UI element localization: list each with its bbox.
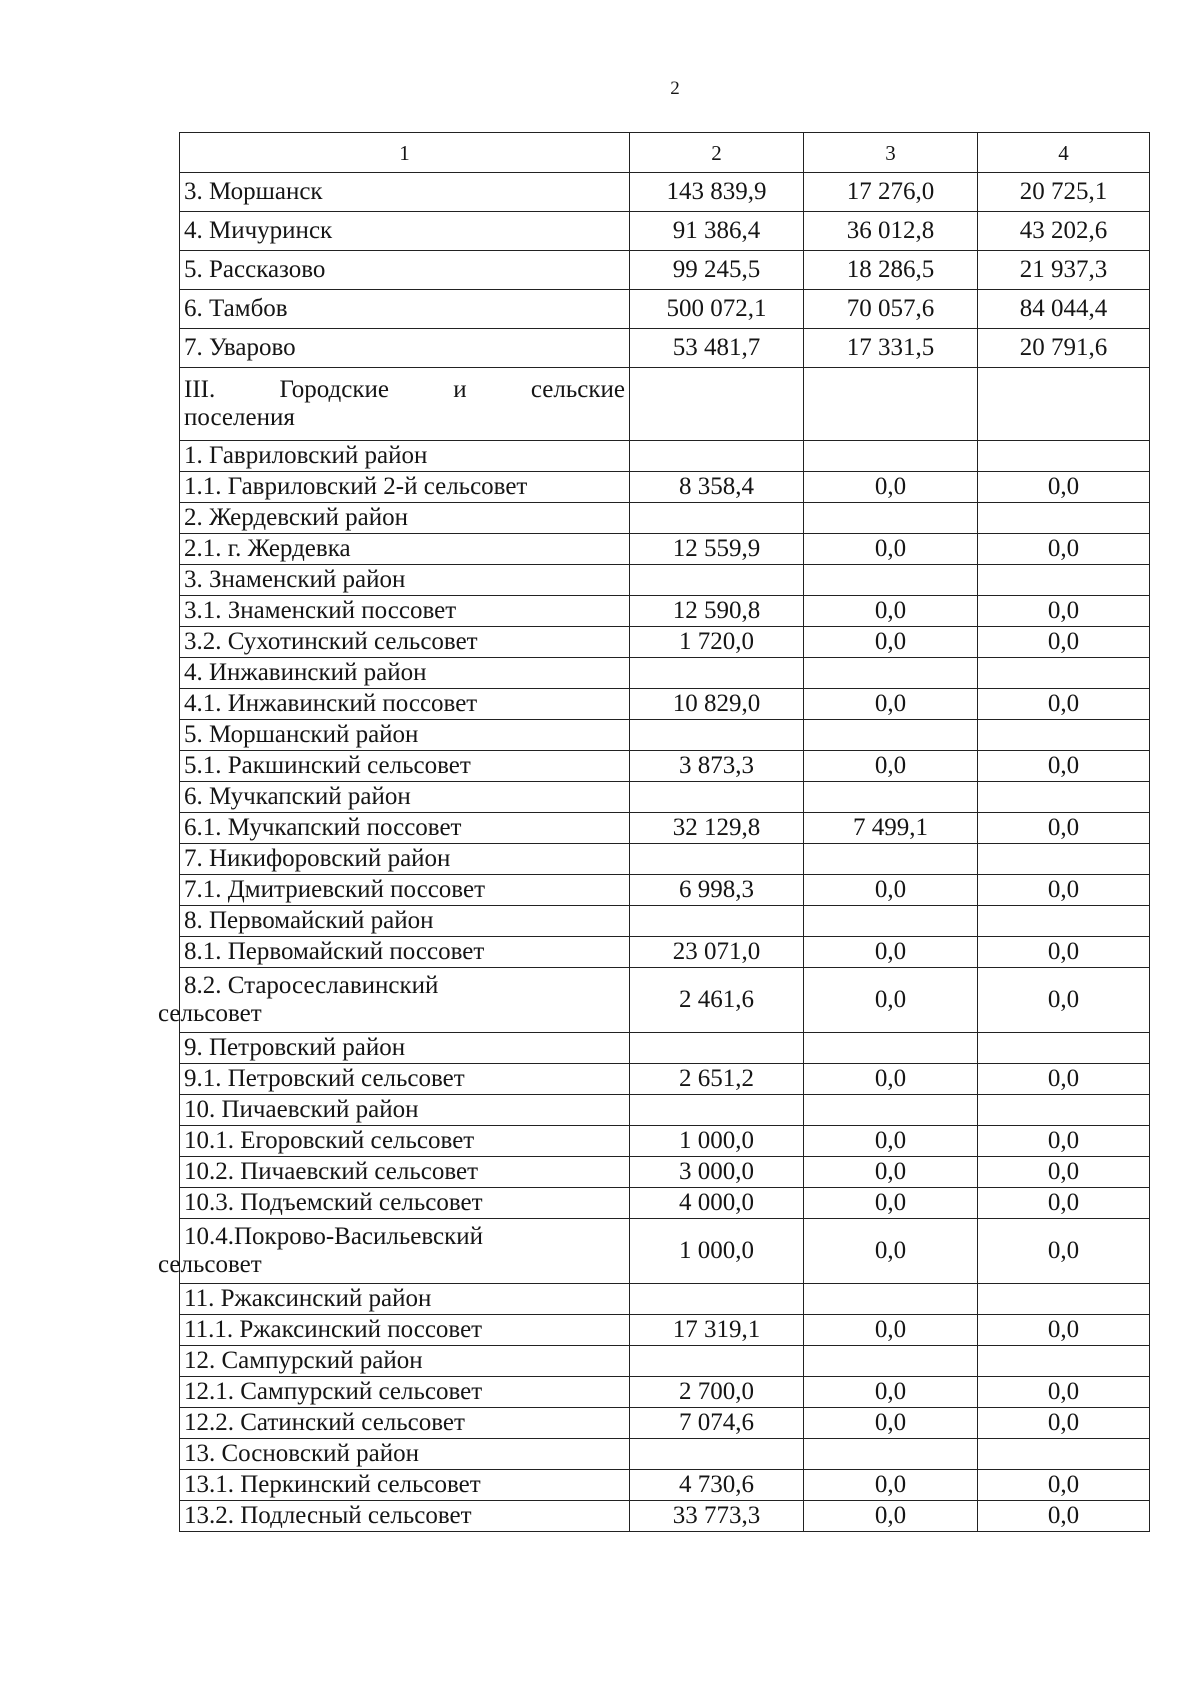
row-name-cell: 8.1. Первомайский поссовет — [180, 937, 630, 968]
value-cell-col3: 0,0 — [804, 875, 978, 906]
table-row — [180, 212, 1150, 251]
district-row — [180, 503, 1150, 534]
value-cell-col3: 17 331,5 — [804, 329, 978, 368]
value-cell-col2 — [630, 844, 804, 875]
value-cell-col4 — [978, 658, 1150, 689]
row-name-cell: 4.1. Инжавинский поссовет — [180, 689, 630, 720]
row-name-line1: 10.4.Покрово-Васильевский — [184, 1223, 484, 1250]
district-row — [180, 658, 1150, 689]
value-cell-col2: 3 873,3 — [630, 751, 804, 782]
section-heading-word: и — [453, 376, 467, 403]
value-cell-col2: 91 386,4 — [630, 212, 804, 251]
row-name-cell: 5. Моршанский район — [180, 720, 630, 751]
value-cell-col2: 6 998,3 — [630, 875, 804, 906]
value-cell-col3: 0,0 — [804, 689, 978, 720]
value-cell-col4 — [978, 782, 1150, 813]
value-cell-col4 — [978, 1095, 1150, 1126]
section-heading-cell — [180, 368, 630, 441]
value-cell-col3: 0,0 — [804, 968, 978, 1033]
value-cell-col3: 0,0 — [804, 1064, 978, 1095]
value-cell-col4 — [978, 720, 1150, 751]
value-cell-col3: 0,0 — [804, 627, 978, 658]
row-name-cell: 4. Мичуринск — [180, 212, 630, 251]
page-number: 2 — [670, 78, 680, 99]
value-cell-col2: 2 700,0 — [630, 1377, 804, 1408]
value-cell-col3: 70 057,6 — [804, 290, 978, 329]
value-cell-col3 — [804, 782, 978, 813]
row-name-cell: 12.1. Сампурский сельсовет — [180, 1377, 630, 1408]
value-cell-col4: 0,0 — [978, 751, 1150, 782]
row-name-cell: 3. Моршанск — [180, 173, 630, 212]
value-cell-col3 — [804, 1033, 978, 1064]
section-heading-line1 — [184, 376, 625, 404]
section-heading-word: III. — [184, 376, 216, 403]
value-cell-col3 — [804, 1095, 978, 1126]
value-cell-col3 — [804, 720, 978, 751]
settlement-row — [180, 813, 1150, 844]
row-name-cell: 13. Сосновский район — [180, 1439, 630, 1470]
row-name-cell: 5.1. Ракшинский сельсовет — [180, 751, 630, 782]
value-cell-col4: 0,0 — [978, 1219, 1150, 1284]
value-cell-col3 — [804, 1439, 978, 1470]
settlement-row — [180, 596, 1150, 627]
value-cell-col3 — [804, 565, 978, 596]
value-cell-col3: 18 286,5 — [804, 251, 978, 290]
value-cell-col4: 0,0 — [978, 596, 1150, 627]
value-cell-col3: 0,0 — [804, 751, 978, 782]
value-cell-col2: 8 358,4 — [630, 472, 804, 503]
value-cell-col3 — [804, 844, 978, 875]
district-row — [180, 1284, 1150, 1315]
settlement-row — [180, 1470, 1150, 1501]
district-row — [180, 565, 1150, 596]
district-row — [180, 1033, 1150, 1064]
row-name-cell: 6.1. Мучкапский поссовет — [180, 813, 630, 844]
value-cell-col2 — [630, 1033, 804, 1064]
value-cell-col3: 0,0 — [804, 472, 978, 503]
value-cell-col2: 10 829,0 — [630, 689, 804, 720]
settlement-row — [180, 875, 1150, 906]
row-name-cell: 10.2. Пичаевский сельсовет — [180, 1157, 630, 1188]
value-cell-col4 — [978, 844, 1150, 875]
settlement-row — [180, 1064, 1150, 1095]
value-cell-col2 — [630, 565, 804, 596]
value-cell-col2 — [630, 906, 804, 937]
settlement-row — [180, 751, 1150, 782]
value-cell-col4: 0,0 — [978, 689, 1150, 720]
value-cell-col2: 99 245,5 — [630, 251, 804, 290]
value-cell-col2: 32 129,8 — [630, 813, 804, 844]
value-cell-col2 — [630, 1346, 804, 1377]
value-cell-col2: 12 590,8 — [630, 596, 804, 627]
header-cell: 4 — [978, 133, 1150, 173]
table-row — [180, 251, 1150, 290]
table-row — [180, 173, 1150, 212]
value-cell-col4: 0,0 — [978, 1126, 1150, 1157]
district-row — [180, 1439, 1150, 1470]
value-cell-col2 — [630, 658, 804, 689]
value-cell-col2 — [630, 1439, 804, 1470]
settlement-row — [180, 1501, 1150, 1532]
value-cell-col2: 23 071,0 — [630, 937, 804, 968]
value-cell-col3: 0,0 — [804, 1501, 978, 1532]
value-cell-col3: 36 012,8 — [804, 212, 978, 251]
value-cell-col4 — [978, 906, 1150, 937]
row-name-cell: 11. Ржаксинский район — [180, 1284, 630, 1315]
table-body — [158, 133, 1150, 1532]
header-cell: 2 — [630, 133, 804, 173]
settlement-row — [180, 627, 1150, 658]
value-cell-col4: 0,0 — [978, 1501, 1150, 1532]
district-row — [180, 1095, 1150, 1126]
value-cell-col3: 0,0 — [804, 1219, 978, 1284]
value-cell-col4: 0,0 — [978, 627, 1150, 658]
value-cell-col4 — [978, 1284, 1150, 1315]
value-cell-col4: 0,0 — [978, 1315, 1150, 1346]
row-name-cell: 9. Петровский район — [180, 1033, 630, 1064]
value-cell-col2 — [630, 441, 804, 472]
value-cell-col4: 0,0 — [978, 1408, 1150, 1439]
section-heading-word: Городские — [279, 376, 389, 403]
row-name-cell: 8. Первомайский район — [180, 906, 630, 937]
value-cell-col4 — [978, 1033, 1150, 1064]
settlement-row — [180, 689, 1150, 720]
row-name-cell: 3. Знаменский район — [180, 565, 630, 596]
value-cell-col4: 0,0 — [978, 968, 1150, 1033]
value-cell-col3: 0,0 — [804, 596, 978, 627]
empty-cell — [630, 368, 804, 441]
row-name-cell: 1. Гавриловский район — [180, 441, 630, 472]
empty-cell — [978, 368, 1150, 441]
value-cell-col3: 7 499,1 — [804, 813, 978, 844]
value-cell-col4 — [978, 503, 1150, 534]
row-name-cell: 3.2. Сухотинский сельсовет — [180, 627, 630, 658]
value-cell-col2: 3 000,0 — [630, 1157, 804, 1188]
value-cell-col2: 12 559,9 — [630, 534, 804, 565]
value-cell-col3 — [804, 658, 978, 689]
section-heading-row — [180, 368, 1150, 441]
value-cell-col3: 0,0 — [804, 534, 978, 565]
header-cell: 3 — [804, 133, 978, 173]
value-cell-col3: 0,0 — [804, 1408, 978, 1439]
value-cell-col4: 43 202,6 — [978, 212, 1150, 251]
district-row — [180, 441, 1150, 472]
value-cell-col2: 500 072,1 — [630, 290, 804, 329]
value-cell-col4: 0,0 — [978, 1188, 1150, 1219]
value-cell-col2 — [630, 503, 804, 534]
district-row — [180, 782, 1150, 813]
value-cell-col4: 84 044,4 — [978, 290, 1150, 329]
value-cell-col3: 0,0 — [804, 1157, 978, 1188]
row-name-cell: 13.2. Подлесный сельсовет — [180, 1501, 630, 1532]
value-cell-col2 — [630, 1284, 804, 1315]
row-name-cell: 7. Никифоровский район — [180, 844, 630, 875]
value-cell-col3: 17 276,0 — [804, 173, 978, 212]
value-cell-col4 — [978, 565, 1150, 596]
value-cell-col4: 0,0 — [978, 1064, 1150, 1095]
row-name-line1: 8.2. Старосеславинский — [184, 972, 439, 999]
value-cell-col4: 0,0 — [978, 937, 1150, 968]
district-row — [180, 720, 1150, 751]
value-cell-col2: 4 730,6 — [630, 1470, 804, 1501]
settlement-row — [180, 937, 1150, 968]
value-cell-col4: 20 725,1 — [978, 173, 1150, 212]
row-name-line2: сельсовет — [158, 1000, 262, 1027]
value-cell-col3: 0,0 — [804, 1377, 978, 1408]
value-cell-col3 — [804, 1284, 978, 1315]
value-cell-col2: 1 000,0 — [630, 1126, 804, 1157]
value-cell-col2: 17 319,1 — [630, 1315, 804, 1346]
value-cell-col4: 0,0 — [978, 534, 1150, 565]
row-name-cell: 10.3. Подъемский сельсовет — [180, 1188, 630, 1219]
value-cell-col2: 1 720,0 — [630, 627, 804, 658]
settlement-row — [180, 1188, 1150, 1219]
value-cell-col3 — [804, 906, 978, 937]
value-cell-col4: 0,0 — [978, 472, 1150, 503]
row-name-cell: 9.1. Петровский сельсовет — [180, 1064, 630, 1095]
value-cell-col4: 0,0 — [978, 1157, 1150, 1188]
row-name-cell: 13.1. Перкинский сельсовет — [180, 1470, 630, 1501]
value-cell-col3: 0,0 — [804, 1188, 978, 1219]
value-cell-col4: 21 937,3 — [978, 251, 1150, 290]
value-cell-col2 — [630, 1095, 804, 1126]
value-cell-col4: 20 791,6 — [978, 329, 1150, 368]
row-name-cell: 2.1. г. Жердевка — [180, 534, 630, 565]
section-heading-line2: поселения — [184, 404, 295, 431]
value-cell-col2 — [630, 782, 804, 813]
row-name-cell: 12.2. Сатинский сельсовет — [180, 1408, 630, 1439]
value-cell-col4: 0,0 — [978, 1470, 1150, 1501]
table-row — [180, 290, 1150, 329]
row-name-cell: 1.1. Гавриловский 2-й сельсовет — [180, 472, 630, 503]
header-cell: 1 — [180, 133, 630, 173]
row-name-cell: 7.1. Дмитриевский поссовет — [180, 875, 630, 906]
value-cell-col3: 0,0 — [804, 1126, 978, 1157]
value-cell-col2 — [630, 720, 804, 751]
row-name-cell: 7. Уварово — [180, 329, 630, 368]
value-cell-col3 — [804, 1346, 978, 1377]
value-cell-col4: 0,0 — [978, 875, 1150, 906]
value-cell-col3: 0,0 — [804, 937, 978, 968]
settlement-row — [180, 534, 1150, 565]
budget-table — [158, 132, 1150, 1532]
value-cell-col3: 0,0 — [804, 1470, 978, 1501]
value-cell-col4: 0,0 — [978, 813, 1150, 844]
section-heading-word: сельские — [530, 376, 625, 403]
settlement-row — [180, 1219, 1150, 1284]
row-name-cell: 5. Рассказово — [180, 251, 630, 290]
settlement-row — [180, 968, 1150, 1033]
district-row — [180, 1346, 1150, 1377]
value-cell-col2: 2 651,2 — [630, 1064, 804, 1095]
row-name-line2: сельсовет — [158, 1251, 262, 1278]
value-cell-col2: 7 074,6 — [630, 1408, 804, 1439]
row-name-cell: 11.1. Ржаксинский поссовет — [180, 1315, 630, 1346]
settlement-row — [180, 1408, 1150, 1439]
value-cell-col2: 143 839,9 — [630, 173, 804, 212]
value-cell-col3: 0,0 — [804, 1315, 978, 1346]
value-cell-col2: 53 481,7 — [630, 329, 804, 368]
empty-cell — [804, 368, 978, 441]
value-cell-col2: 33 773,3 — [630, 1501, 804, 1532]
row-name-cell: 6. Тамбов — [180, 290, 630, 329]
row-name-cell — [158, 1219, 630, 1284]
district-row — [180, 906, 1150, 937]
value-cell-col4 — [978, 441, 1150, 472]
settlement-row — [180, 472, 1150, 503]
value-cell-col2: 2 461,6 — [630, 968, 804, 1033]
settlement-row — [180, 1126, 1150, 1157]
row-name-cell: 10.1. Егоровский сельсовет — [180, 1126, 630, 1157]
settlement-row — [180, 1157, 1150, 1188]
settlement-row — [180, 1377, 1150, 1408]
settlement-row — [180, 1315, 1150, 1346]
value-cell-col4: 0,0 — [978, 1377, 1150, 1408]
row-name-cell: 4. Инжавинский район — [180, 658, 630, 689]
value-cell-col2: 1 000,0 — [630, 1219, 804, 1284]
table-header-row — [180, 133, 1150, 173]
row-name-cell: 6. Мучкапский район — [180, 782, 630, 813]
row-name-cell: 2. Жердевский район — [180, 503, 630, 534]
row-name-cell: 10. Пичаевский район — [180, 1095, 630, 1126]
table-row — [180, 329, 1150, 368]
district-row — [180, 844, 1150, 875]
value-cell-col4 — [978, 1439, 1150, 1470]
row-name-cell — [158, 968, 630, 1033]
value-cell-col4 — [978, 1346, 1150, 1377]
value-cell-col2: 4 000,0 — [630, 1188, 804, 1219]
row-name-cell: 12. Сампурский район — [180, 1346, 630, 1377]
row-name-cell: 3.1. Знаменский поссовет — [180, 596, 630, 627]
value-cell-col3 — [804, 503, 978, 534]
value-cell-col3 — [804, 441, 978, 472]
